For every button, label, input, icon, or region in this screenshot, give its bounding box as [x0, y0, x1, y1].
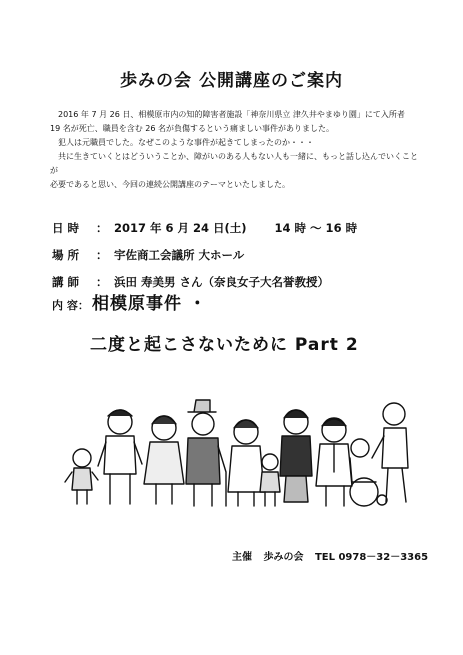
people-illustration: [60, 392, 412, 512]
place-row: [52, 241, 432, 268]
organizer-name: 歩みの会: [263, 552, 304, 563]
intro-line: 犯人は元職員でした。なぜこのような事件が起きてしまったのか・・・: [58, 138, 314, 147]
intro-line: 19 名が死亡、職員を含む 26 名が負傷するという痛ましい事件がありました。: [50, 124, 334, 133]
woman-figure-icon: [280, 410, 312, 502]
intro-text: [50, 108, 422, 192]
speaker-label: 講 師: [52, 274, 80, 289]
content-row: [52, 289, 207, 314]
content-subtitle: 二度と起こさないために Part 2: [90, 335, 359, 355]
intro-line: 共に生きていくとはどういうことか、障がいのある人もない人も一緒に、もっと話し込んでいくことが: [50, 152, 418, 175]
date-value: 2017 年 6 月 24 日(土): [114, 220, 247, 235]
event-details: [52, 214, 432, 295]
man-figure-icon: [98, 410, 142, 504]
wheelchair-icon: [350, 439, 387, 506]
child-figure-icon: [260, 454, 280, 506]
child-figure-icon: [65, 449, 98, 504]
elderly-man-figure-icon: [186, 400, 226, 506]
colon: ：: [96, 247, 108, 262]
footer: [232, 548, 436, 563]
date-label: 日 時: [52, 220, 80, 235]
colon: ：: [96, 220, 108, 235]
phone-number: TEL 0978－32－3365: [314, 552, 429, 563]
speaker-value: 浜田 寿美男 さん（奈良女子大名誉教授）: [114, 274, 330, 289]
page-title: 歩みの会 公開講座のご案内: [120, 71, 343, 91]
intro-line: 必要であると思い、今回の連続公開講座のテーマといたしました。: [50, 180, 290, 189]
woman-figure-icon: [144, 416, 184, 504]
man-figure-icon: [316, 418, 352, 506]
intro-line: 2016 年 7 月 26 日、相模原市内の知的障害者施設「神奈川県立 津久井やまゆり園」にて入所者: [58, 110, 405, 119]
time-value: 14 時 ～ 16 時: [274, 220, 358, 235]
organizer-label: 主催: [232, 552, 252, 563]
content-value: 相模原事件 ・: [92, 294, 207, 314]
colon: ：: [96, 274, 108, 289]
woman-figure-icon: [228, 420, 264, 506]
place-label: 場 所: [52, 247, 80, 262]
content-label: 内 容：: [52, 299, 89, 312]
date-row: [52, 214, 432, 241]
place-value: 宇佐商工会議所 大ホール: [114, 247, 245, 262]
